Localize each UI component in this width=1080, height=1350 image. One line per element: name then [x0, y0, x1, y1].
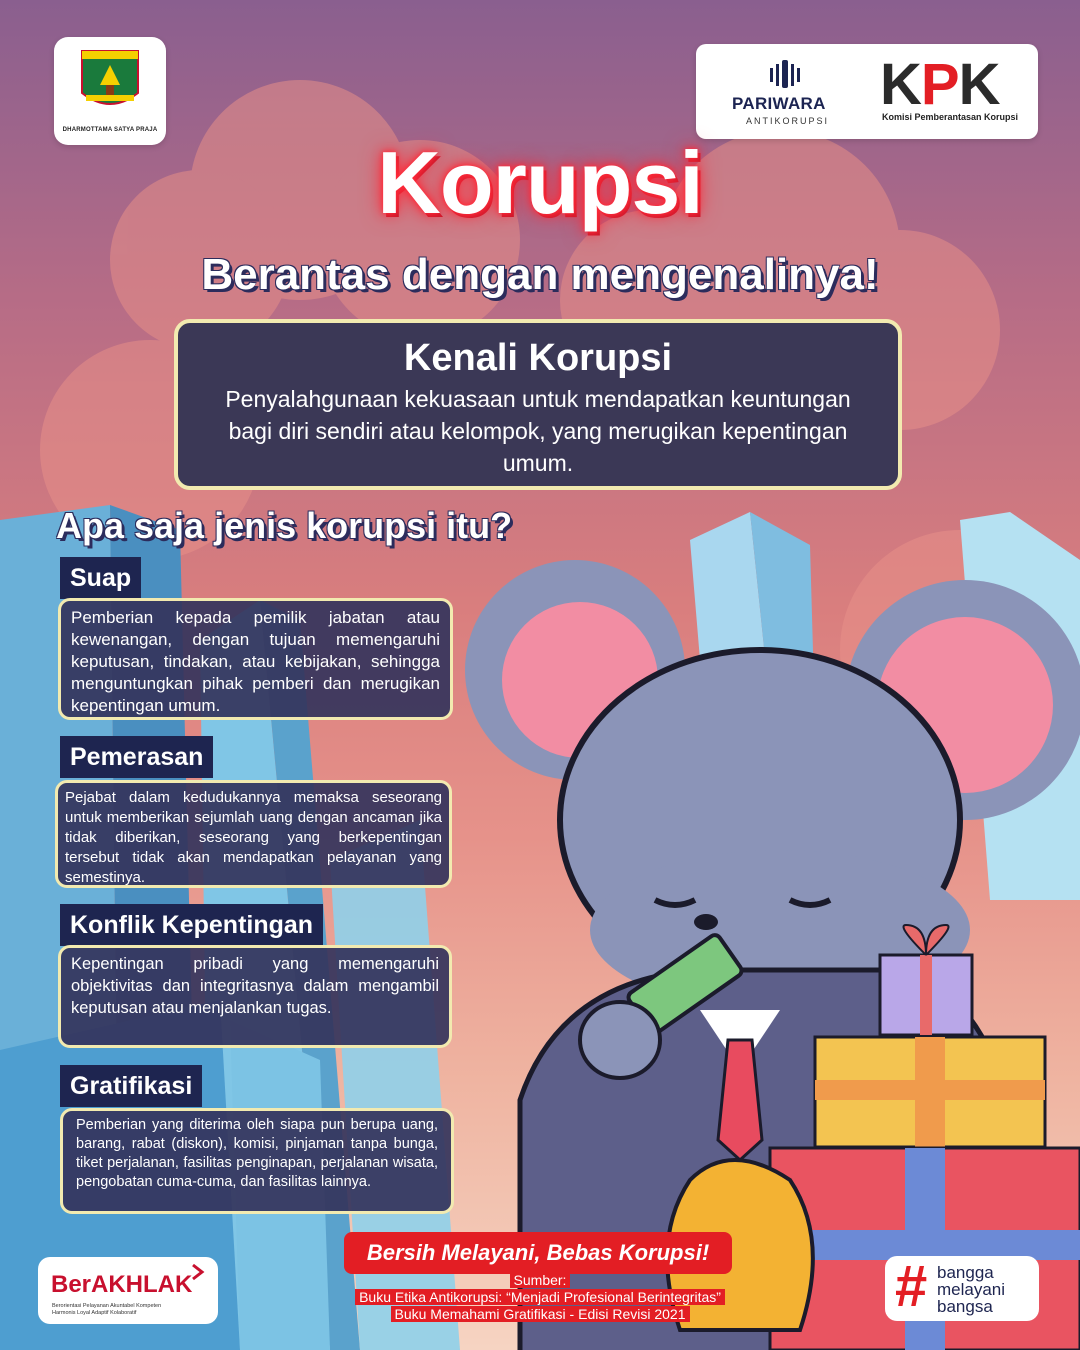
bangga-word-1: bangga — [937, 1263, 994, 1282]
arrow-icon — [190, 1263, 206, 1281]
coat-of-arms-icon — [54, 37, 166, 127]
source-block — [300, 1272, 780, 1323]
main-subtitle: Berantas dengan mengenalinya! — [201, 250, 879, 299]
kpk-wordmark — [880, 52, 1000, 117]
pariwara-kpk-logo — [696, 44, 1038, 139]
slogan-banner: Bersih Melayani, Bebas Korupsi! — [344, 1232, 732, 1274]
bangga-melayani-bangsa-logo — [885, 1256, 1039, 1321]
berakhlak-tagline — [52, 1303, 161, 1317]
question-heading: Apa saja jenis korupsi itu? — [56, 505, 513, 546]
desc-suap: Pemberian kepada pemilik jabatan atau kewenangan, dengan tujuan memengaruhi keputusan, tindakan, atau kebijakan, sehingga menguntungkan pihak pemberi dan merugikan kepentingan umum. — [58, 598, 453, 720]
berakhlak-tagline-1: Berorientasi Pelayanan Akuntabel Kompeten — [52, 1303, 162, 1309]
source-label — [300, 1272, 780, 1289]
hashtag-icon: # — [895, 1254, 928, 1319]
berakhlak-wordmark: BerAKHLAK — [51, 1271, 193, 1298]
desc-konflik-kepentingan: Kepentingan pribadi yang memengaruhi objektivitas dan integritasnya dalam mengambil keputusan atau menjalankan tugas. — [58, 945, 452, 1048]
kpk-letter-k2: K — [958, 52, 1000, 117]
bangga-word-2: melayani — [937, 1280, 1006, 1299]
bangga-word-3: bangsa — [937, 1297, 993, 1316]
tag-gratifikasi: Gratifikasi — [60, 1065, 202, 1107]
source-line-2-text: Buku Memahami Gratifikasi - Edisi Revisi 2021 — [391, 1306, 690, 1322]
antikorupsi-text: ANTIKORUPSI — [746, 116, 830, 126]
source-line-1 — [300, 1289, 780, 1306]
bangga-words — [937, 1264, 1005, 1315]
kpk-letter-p: P — [920, 52, 959, 117]
desc-gratifikasi: Pemberian yang diterima oleh siapa pun berupa uang, barang, rabat (diskon), komisi, pinjaman tanpa bunga, tiket perjalanan, fasilitas penginapan, perjalanan wisata, pengobatan cuma-cuma, dan fasilitas lainnya. — [60, 1108, 454, 1214]
tag-suap: Suap — [60, 557, 141, 599]
tag-konflik-kepentingan: Konflik Kepentingan — [60, 904, 323, 946]
source-line-2 — [300, 1306, 780, 1323]
berakhlak-logo — [38, 1257, 218, 1324]
main-title: Korupsi — [377, 133, 703, 232]
source-line-1-text: Buku Etika Antikorupsi: “Menjadi Profesional Berintegritas” — [355, 1289, 725, 1305]
kabupaten-semarang-logo — [54, 37, 166, 145]
kpk-letter-k: K — [880, 52, 921, 117]
tag-pemerasan: Pemerasan — [60, 736, 213, 778]
motto-text: DHARMOTTAMA SATYA PRAJA — [62, 127, 158, 133]
berakhlak-tagline-2: Harmonis Loyal Adaptif Kolaboratif — [52, 1310, 137, 1316]
sound-wave-icon — [766, 58, 806, 90]
definition-text: Penyalahgunaan kekuasaan untuk mendapatkan keuntungan bagi diri sendiri atau kelompok, yang merugikan kepentingan umum. — [225, 386, 851, 476]
kpk-subtitle: Komisi Pemberantasan Korupsi — [882, 112, 1019, 122]
source-label-text: Sumber: — [510, 1272, 571, 1288]
definition-box — [174, 319, 902, 490]
definition-title: Kenali Korupsi — [403, 337, 673, 379]
desc-pemerasan: Pejabat dalam kedudukannya memaksa seseorang untuk memberikan sejumlah uang dengan ancaman jika tidak diberikan, seseorang yang berkepentingan tersebut tidak akan mendapatkan pelayanan yang semestinya. — [55, 780, 452, 888]
pariwara-text: PARIWARA — [732, 94, 826, 113]
